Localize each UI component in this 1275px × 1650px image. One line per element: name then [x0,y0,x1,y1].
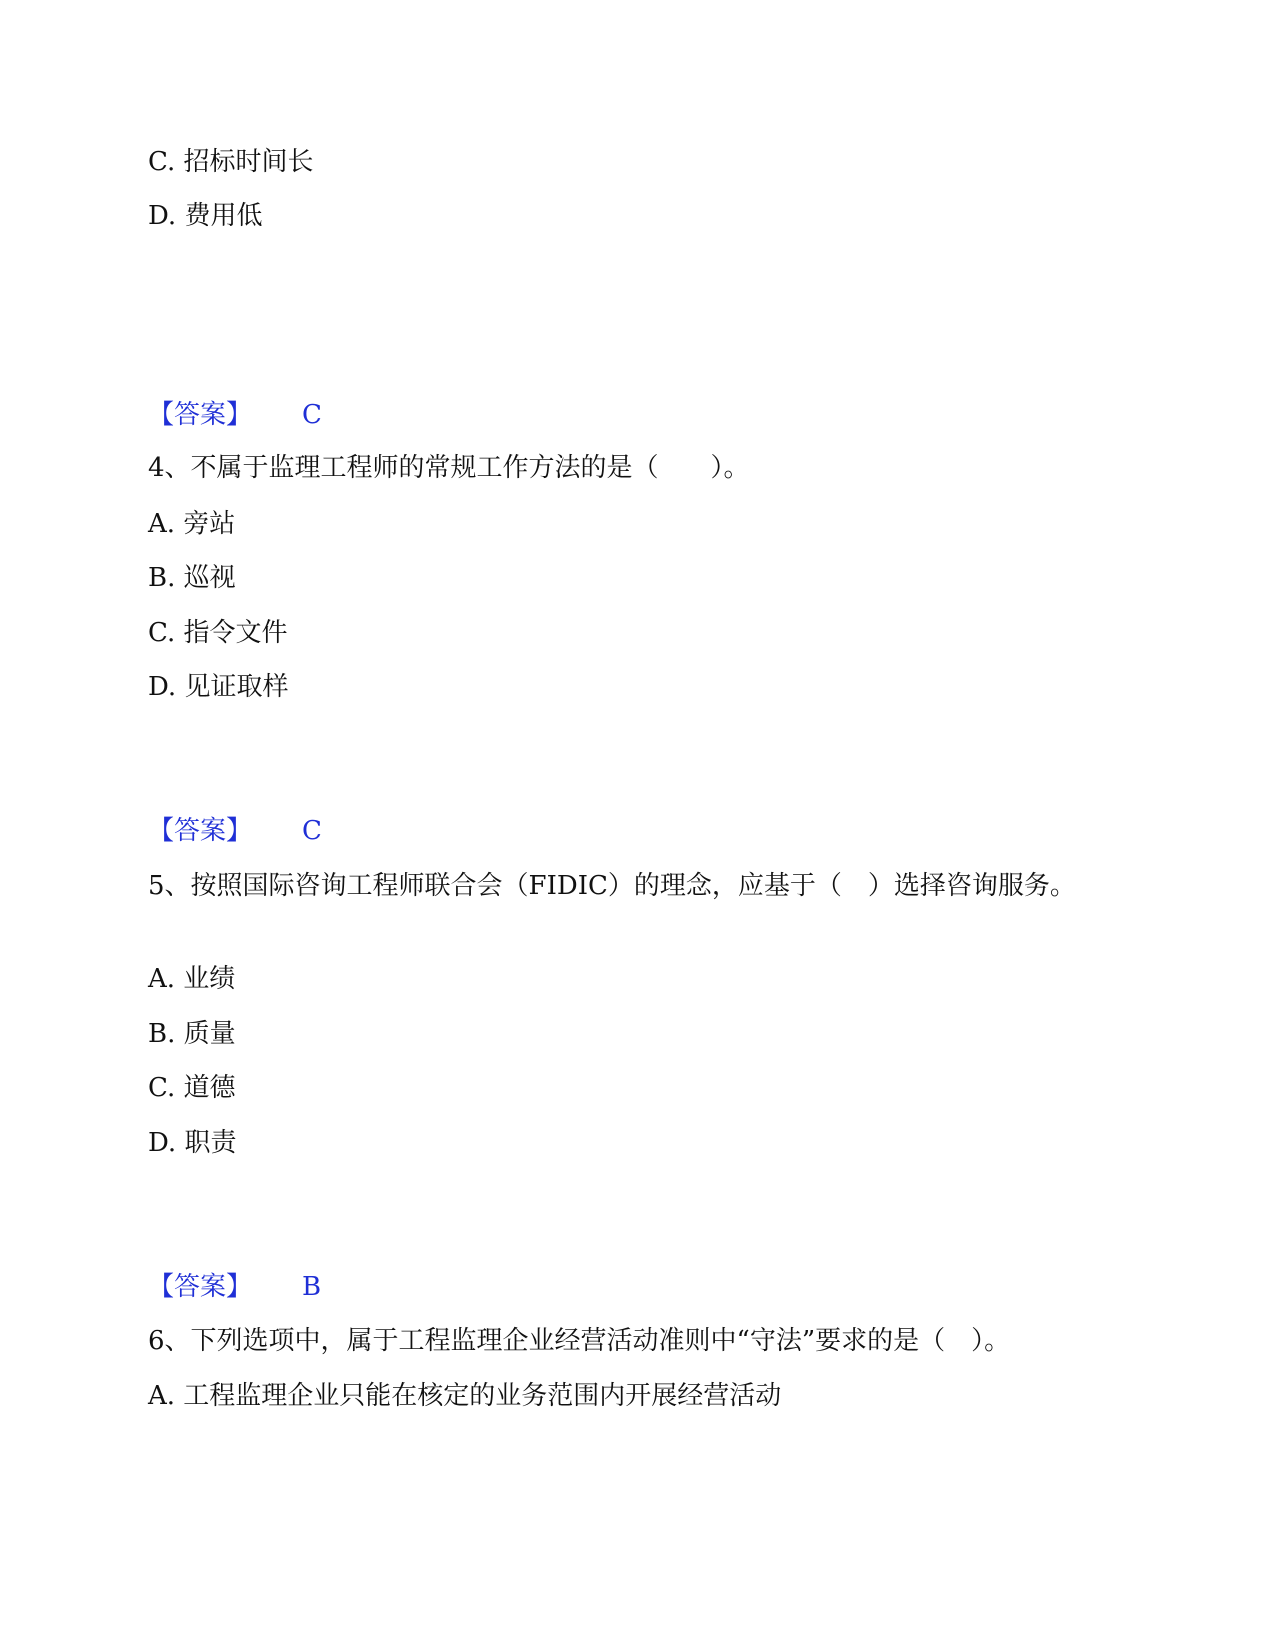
answer-value: C [302,400,322,430]
q3-answer [148,395,322,435]
q3-option-b: C. 招标时间长 [148,147,314,177]
q4-option-d: D. 见证取样 [148,672,289,702]
q5-option-c: C. 道德 [148,1073,236,1103]
q5-option-d: D. 职责 [148,1128,237,1158]
q4-option-a: A. 旁站 [148,509,236,539]
answer-label: 【答案】 [148,816,253,846]
answer-value: B [302,1272,322,1302]
answer-label: 【答案】 [148,1272,253,1302]
answer-label: 【答案】 [148,400,253,430]
q4-answer [148,811,322,851]
q4-option-c: C. 指令文件 [148,618,288,648]
q5-option-b: B. 质量 [148,1019,236,1049]
q4-question: 4、不属于监理工程师的常规工作方法的是（ ）。 [148,453,750,483]
q5-answer [148,1267,321,1307]
q5-option-a: A. 业绩 [148,964,236,994]
q4-option-b: B. 巡视 [148,563,236,593]
q6-option-a: A. 工程监理企业只能在核定的业务范围内开展经营活动 [148,1381,782,1411]
q5-question: 5、按照国际咨询工程师联合会（FIDIC）的理念，应基于（ ）选择咨询服务。 [148,871,1076,901]
answer-value: C [302,816,322,846]
q6-question: 6、下列选项中，属于工程监理企业经营活动准则中“守法”要求的是（ ）。 [148,1326,1011,1356]
q3-option-c: D. 费用低 [148,201,263,231]
